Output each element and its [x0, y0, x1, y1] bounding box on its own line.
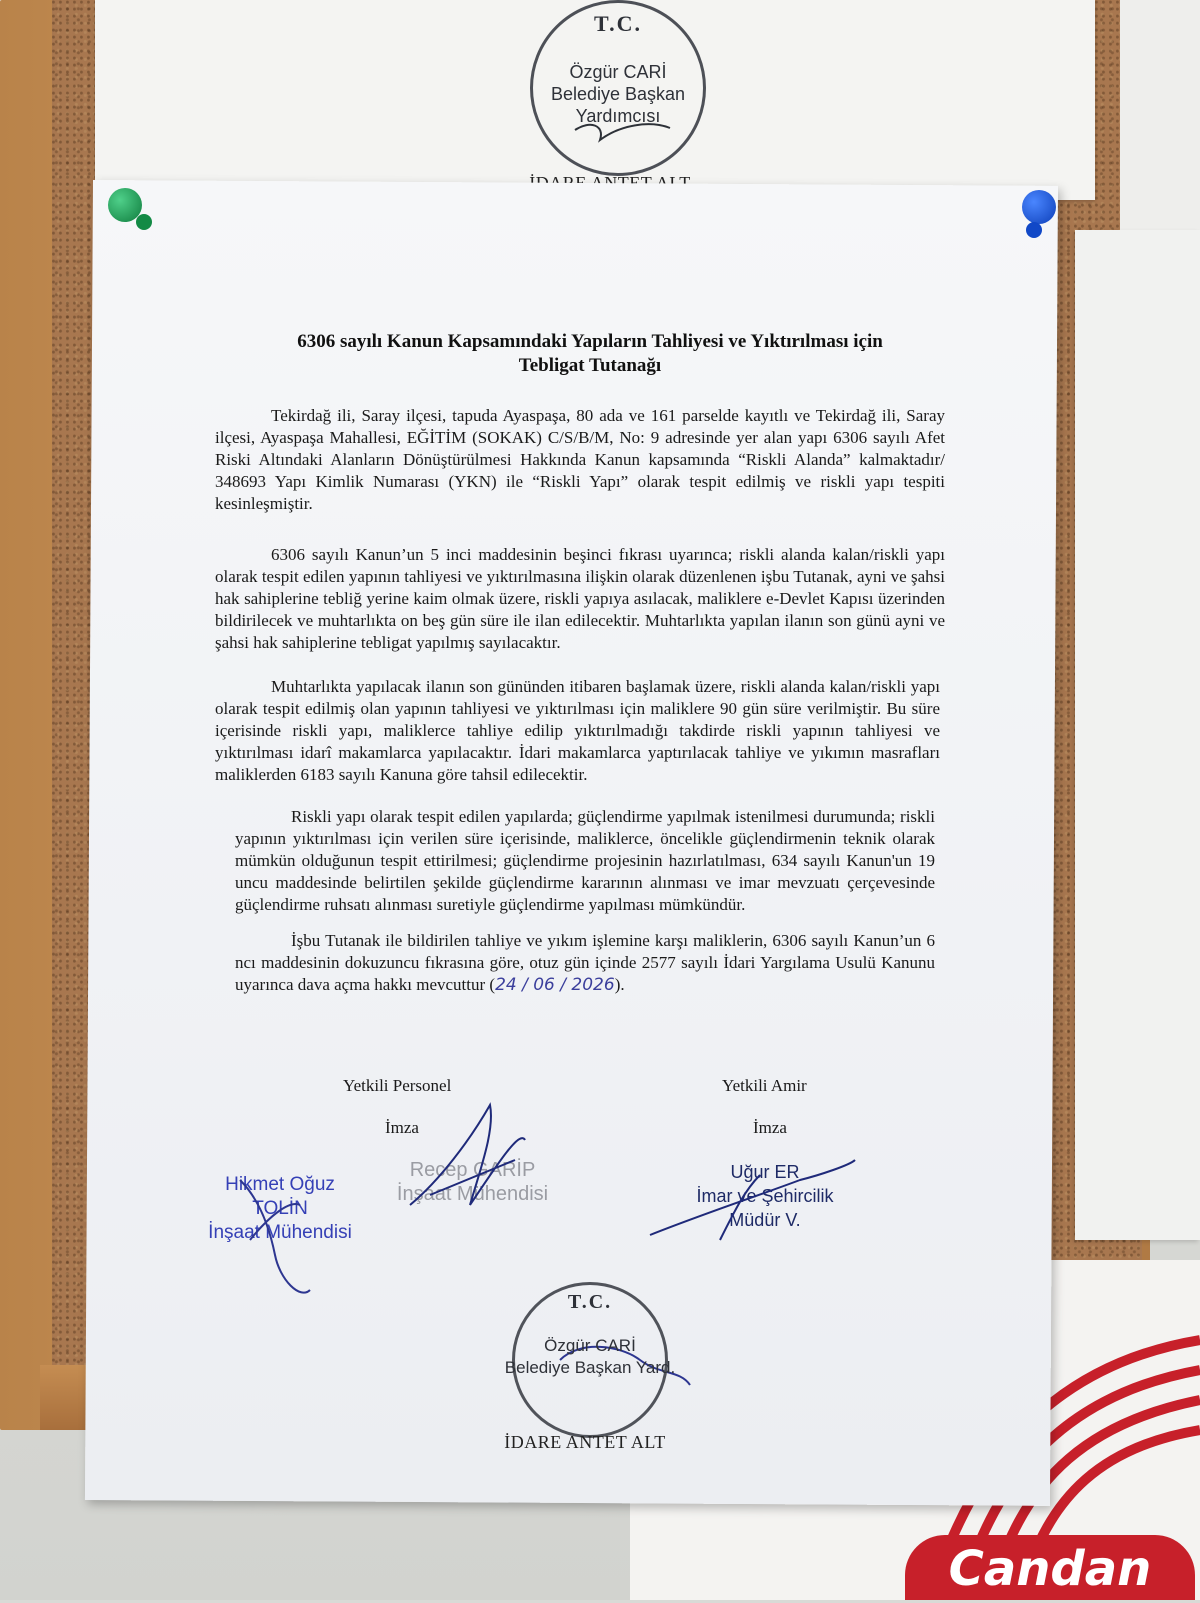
signature-top-stamp — [575, 124, 670, 140]
bottom-stamp-tc-text: T.C. — [567, 1291, 613, 1313]
paragraph-property-info: Tekirdağ ili, Saray ilçesi, tapuda Ayaspaşa, 80 ada ve 161 parselde kayıtlı ve Tekirdağ ili, Saray ilçesi, Ayaspaşa Mahallesi, EĞİTİM (SOKAK) C/S/B/M, No: 9 adresinde yer alan yapı 6306 sayılı Afet Riski Altındaki Alanların Dönüştürülmesi Hakkında Kanun kapsamında “Riskli Alanda” kalmaktadır/ 348693 Yapı Kimlik Numarası (YKN) ile “Riskli Yapı” olarak tespit edilmiş ve riskli yapı tespiti kesinleşmiştir. — [215, 406, 945, 513]
stamp-name-line: Özgür CARİ — [569, 62, 667, 82]
appeal-text-end: ). — [614, 975, 625, 994]
main-paper-footer: İDARE ANTET ALT — [504, 1432, 666, 1452]
signature-label-right: İmza — [753, 1118, 787, 1137]
stamp-title-line: Belediye Başkan Yardımcısı — [550, 84, 686, 126]
candan-logo: Candan — [905, 1535, 1195, 1600]
bottom-stamp-title-line: Belediye Başkan Yard. — [504, 1358, 676, 1377]
appeal-text: İşbu Tutanak ile bildirilen tahliye ve yıkım işlemine karşı maliklerin, 6306 sayılı Kanun’un 6 ncı maddesinin dokuzuncu fıkrasına göre, otuz gün içinde 2577 sayılı İdari Yargılama Usulü Kanunu uyarınca dava açma hakkı mevcuttur ( — [235, 931, 935, 994]
paragraph-legal-basis: 6306 sayılı Kanun’un 5 inci maddesinin beşinci fıkrası uyarınca; riskli alanda kalan/riskli yapı olarak tespit edilen yapının tahliyesi ve yıktırılmasına ilişkin olarak düzenlenen işbu Tutanak, ayni ve şahsi hak sahiplerine tebliğ yerine kaim olmak üzere, riskli yapıya asılacak, maliklere e-Devlet Kapısı üzerinden bildirilecek ve muhtarlıkta on beş gün süre ile ilan edilecektir. Muhtarlıkta yapılan ilanın son günü ayni ve şahsi hak sahiplerine tebligat yapılmış sayılacaktır. — [215, 545, 945, 652]
paragraph-reinforcement: Riskli yapı olarak tespit edilen yapılarda; güçlendirme yapılmak istenilmesi durumunda; riskli yapının yıktırılması için verilen süre içerisinde, maliklerce, öncelikle güçlendirmenin teknik olarak mümkün olduğunun tespit ettirilmesi; güçlendirme projesinin hazırlatılması, 634 sayılı Kanun'un 19 uncu maddesinde belirtilen şekilde güçlendirme kararının alınması ve imar mevzuatı çerçevesinde güçlendirme ruhsatı alınması suretiyle güçlendirme yapılması mümkündür. — [235, 807, 935, 914]
signature-label-left: İmza — [385, 1118, 419, 1137]
official-stamp-bottom — [504, 1282, 676, 1438]
signature-engineer-2 — [410, 1105, 525, 1205]
engineer-2-title: İnşaat Mühendisi — [396, 1183, 549, 1205]
engineer-1-name: Hikmet Oğuz TOLİN — [225, 1174, 335, 1219]
director-name: Uğur ER — [730, 1162, 800, 1182]
engineer-1-title: İnşaat Mühendisi — [208, 1222, 352, 1243]
authorized-supervisor-label: Yetkili Amir — [722, 1076, 807, 1095]
paragraph-evacuation-period: Muhtarlıkta yapılacak ilanın son gününden itibaren başlamak üzere, riskli alanda kalan/riskli yapı olarak tespit edilmiş olan yapının tahliyesi ve yıktırılması için maliklere 90 gün süre verilmiştir. Bu süre içerisinde riskli yapı, maliklerce tahliye edilip yıktırılmadığı takdirde riskli yapının tahliyesi ve yıktırılması idarî makamlarca yapılacaktır. İdari makamlarca yaptırılacak tahliye ve yıkımın masrafları maliklerden 6183 sayılı Kanuna göre tahsil edilecektir. — [215, 677, 940, 784]
authorized-staff-label: Yetkili Personel — [343, 1076, 452, 1095]
bottom-stamp-official-name — [500, 1335, 680, 1379]
title-line-2: Tebligat Tutanağı — [518, 355, 662, 376]
bottom-stamp-name-line: Özgür CARİ — [544, 1336, 636, 1355]
stamp-tc-text: T.C. — [594, 11, 642, 36]
director-title: İmar ve Şehircilik Müdür V. — [696, 1186, 834, 1230]
signature-director — [650, 1160, 855, 1240]
signature-engineer-1 — [240, 1180, 310, 1293]
title-line-1: 6306 sayılı Kanun Kapsamındaki Yapıların Tahliyesi ve Yıktırılması için — [297, 331, 883, 352]
handwritten-date: 24 / 06 / 2026 — [495, 975, 615, 995]
engineer-2-name: Recep GARİP — [409, 1159, 536, 1181]
